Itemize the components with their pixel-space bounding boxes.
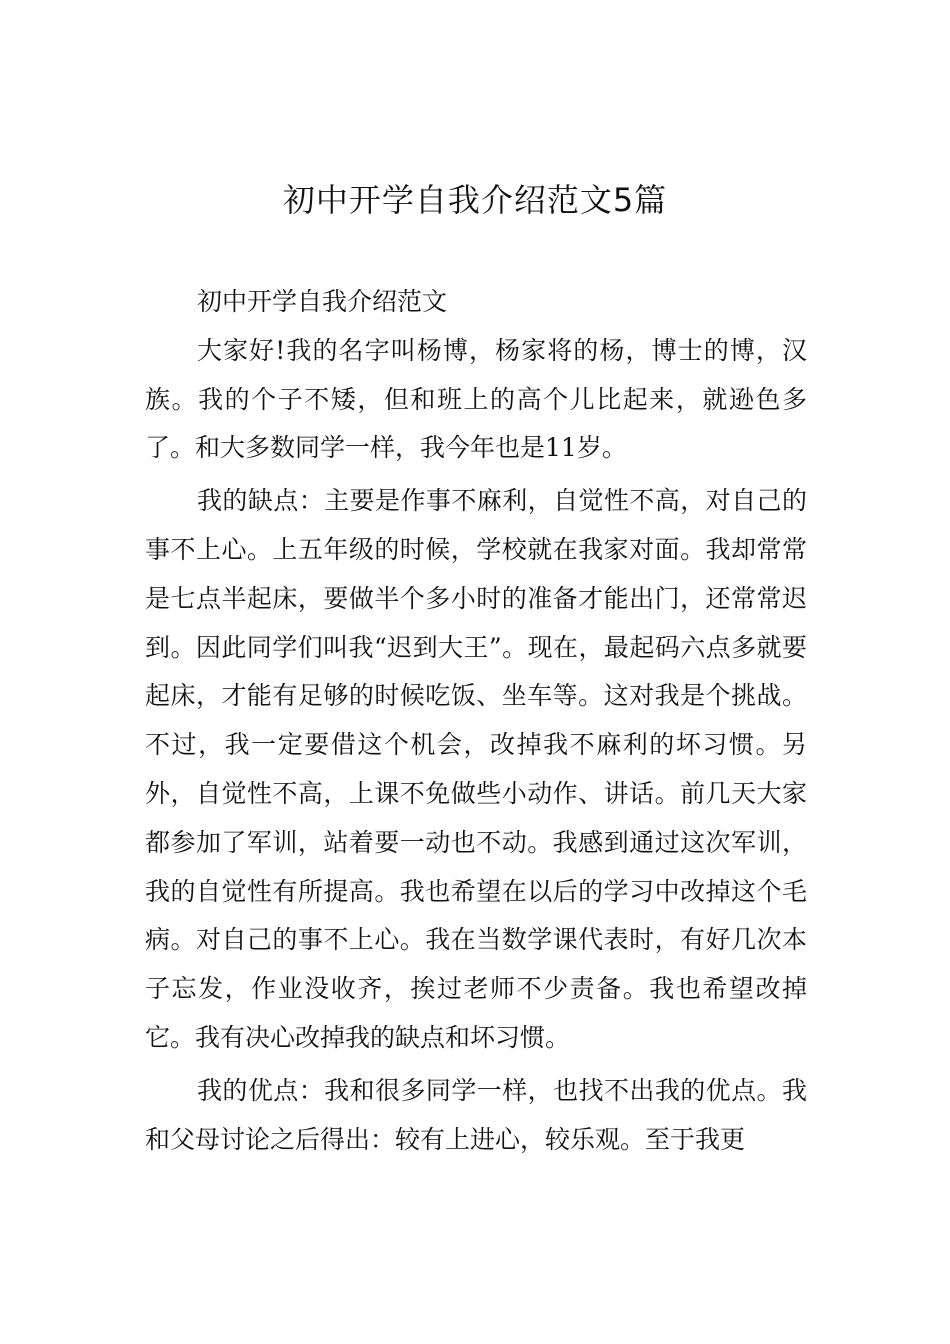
paragraph-strengths: 我的优点：我和很多同学一样，也找不出我的优点。我和父母讨论之后得出：较有上进心，较乐观。至于我更: [145, 1075, 807, 1154]
document-body: [145, 278, 807, 1164]
document-subtitle: 初中开学自我介绍范文: [197, 287, 448, 316]
paragraph-introduction: 大家好!我的名字叫杨博，杨家将的杨，博士的博，汉族。我的个子不矮，但和班上的高个儿比起来，就逊色多了。和大多数同学一样，我今年也是11岁。: [145, 335, 807, 463]
document-title: 初中开学自我介绍范文5篇: [282, 181, 668, 219]
paragraph-shortcomings: 我的缺点：主要是作事不麻利，自觉性不高，对自己的事不上心。上五年级的时候，学校就在我家对面。我却常常是七点半起床，要做半个多小时的准备才能出门，还常常迟到。因此同学们叫我“迟到大王”。现在，最起码六点多就要起床，才能有足够的时候吃饭、坐车等。这对我是个挑战。不过，我一定要借这个机会，改掉我不麻利的坏习惯。另外，自觉性不高，上课不免做些小动作、讲话。前几天大家都参加了军训，站着要一动也不动。我感到通过这次军训，我的自觉性有所提高。我也希望在以后的学习中改掉这个毛病。对自己的事不上心。我在当数学课代表时，有好几次本子忘发，作业没收齐，挨过老师不少责备。我也希望改掉它。我有决心改掉我的缺点和坏习惯。: [145, 486, 807, 1052]
